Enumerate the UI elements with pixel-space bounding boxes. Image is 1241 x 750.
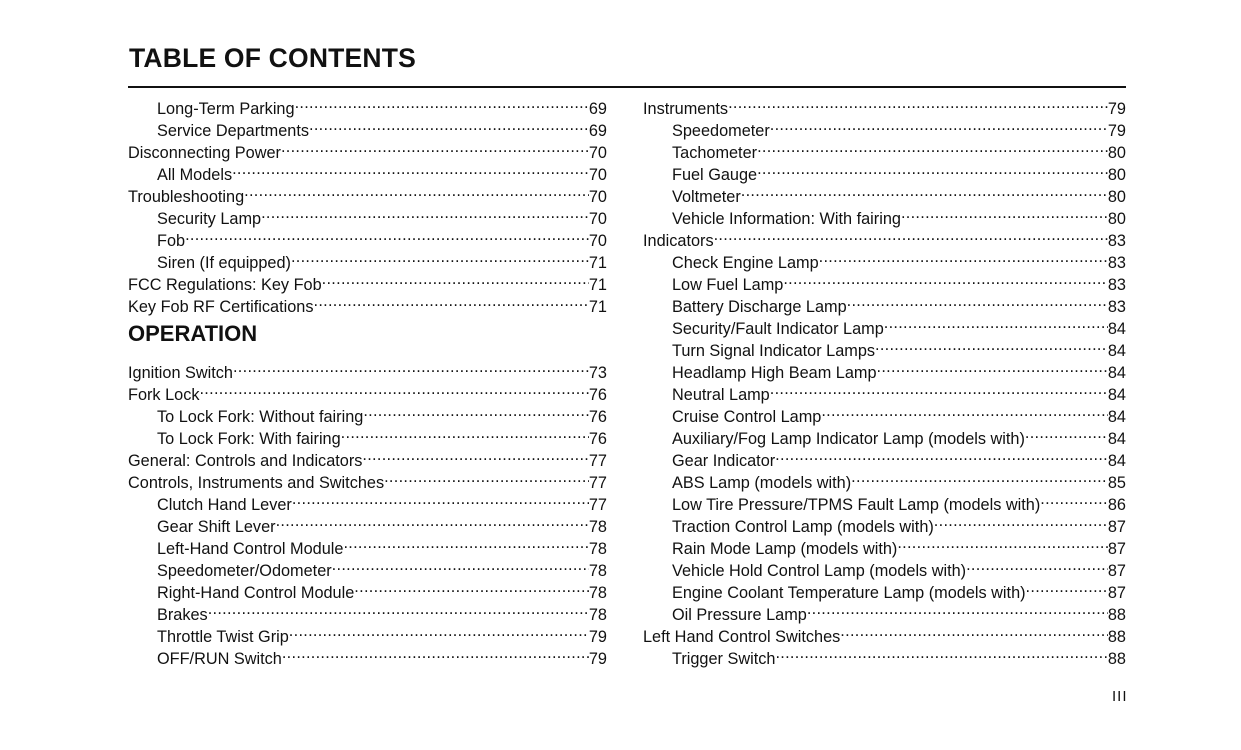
dot-leader [840,620,1108,642]
toc-entry-label: Auxiliary/Fog Lamp Indicator Lamp (models with) [672,430,1025,448]
toc-entry-page: 76 [588,430,607,448]
toc-entry[interactable] [128,246,607,272]
toc-entry-page: 84 [1107,364,1126,382]
toc-entry-page: 87 [1107,562,1126,580]
toc-entry-page: 78 [588,606,607,624]
toc-entry-page: 87 [1107,518,1126,536]
toc-entry-page: 70 [588,166,607,184]
toc-entry-label: Clutch Hand Lever [157,496,292,514]
toc-entry-page: 69 [588,100,607,118]
toc-entry-label: Speedometer [672,122,770,140]
dot-leader [807,598,1108,620]
toc-entry-page: 83 [1107,298,1126,316]
toc-list-right [643,92,1126,668]
toc-entry-page: 84 [1107,320,1126,338]
toc-entry-page: 78 [588,584,607,602]
page-title: TABLE OF CONTENTS [129,43,417,73]
dot-leader [966,554,1108,576]
toc-entry-label: Cruise Control Lamp [672,408,822,426]
dot-leader [770,378,1108,400]
dot-leader [199,378,588,400]
page-number: III [1112,688,1128,705]
toc-entry[interactable] [128,224,607,250]
toc-entry-page: 84 [1107,386,1126,404]
toc-entry-label: Left Hand Control Switches [643,628,841,646]
dot-leader [232,158,589,180]
toc-entry-page: 84 [1107,408,1126,426]
toc-entry-label: Vehicle Hold Control Lamp (models with) [672,562,967,580]
dot-leader [714,224,1108,246]
dot-leader [354,576,589,598]
toc-entry-page: 85 [1107,474,1126,492]
toc-entry-page: 83 [1107,254,1126,272]
dot-leader [1040,488,1108,510]
toc-entry-page: 73 [588,364,607,382]
dot-leader [289,620,589,642]
toc-entry-page: 80 [1107,144,1126,162]
toc-entry-label: All Models [157,166,233,184]
toc-entry-label: Oil Pressure Lamp [672,606,807,624]
toc-entry-label: Headlamp High Beam Lamp [672,364,877,382]
toc-entry[interactable] [128,92,607,118]
toc-entry-label: Indicators [643,232,714,250]
title-rule [128,86,1126,88]
toc-entry-page: 69 [588,122,607,140]
section-heading-operation: OPERATION [128,321,258,346]
dot-leader [757,158,1108,180]
dot-leader [821,400,1108,422]
toc-entry-label: Ignition Switch [128,364,233,382]
toc-entry-label: Fork Lock [128,386,200,404]
toc-entry-page: 86 [1107,496,1126,514]
toc-entry-label: Long-Term Parking [157,100,295,118]
toc-entry-page: 77 [588,452,607,470]
toc-entry-page: 77 [588,496,607,514]
toc-entry-page: 87 [1107,540,1126,558]
toc-entry-label: Neutral Lamp [672,386,770,404]
toc-entry-page: 79 [1107,122,1126,140]
dot-leader [770,114,1108,136]
toc-entry-label: Fob [157,232,186,250]
dot-leader [185,224,589,246]
toc-list-operation [128,356,607,668]
dot-leader [314,290,589,312]
toc-entry-label: Battery Discharge Lamp [672,298,847,316]
dot-leader [775,444,1108,466]
dot-leader [276,510,589,532]
toc-entry-label: Trigger Switch [672,650,776,668]
toc-entry-label: Low Fuel Lamp [672,276,784,294]
toc-entry-page: 87 [1107,584,1126,602]
toc-entry[interactable] [128,356,607,382]
toc-entry-label: Check Engine Lamp [672,254,819,272]
toc-entry-label: Vehicle Information: With fairing [672,210,901,228]
dot-leader [261,202,589,224]
toc-entry[interactable] [128,378,607,404]
toc-entry-label: Instruments [643,100,729,118]
dot-leader [362,444,588,466]
dot-leader [847,290,1108,312]
toc-entry-label: Turn Signal Indicator Lamps [672,342,876,360]
toc-entry-page: 78 [588,518,607,536]
toc-entry-page: 78 [588,562,607,580]
toc-entry-page: 88 [1107,650,1126,668]
toc-entry-page: 79 [588,650,607,668]
toc-entry-label: Gear Shift Lever [157,518,276,536]
toc-entry-page: 78 [588,540,607,558]
dot-leader [208,598,589,620]
toc-entry-label: Siren (If equipped) [157,254,291,272]
dot-leader [291,246,589,268]
dot-leader [1026,576,1108,598]
dot-leader [783,268,1108,290]
toc-right-column [643,92,1126,668]
toc-entry-page: 76 [588,386,607,404]
toc-entry-label: Rain Mode Lamp (models with) [672,540,898,558]
dot-leader [332,554,589,576]
dot-leader [281,136,589,158]
dot-leader [728,92,1108,114]
toc-entry-page: 70 [588,188,607,206]
toc-entry-label: To Lock Fork: With fairing [157,430,341,448]
toc-entry-label: Security Lamp [157,210,262,228]
toc-entry[interactable] [643,246,1126,272]
dot-leader [295,92,589,114]
toc-entry-page: 71 [588,254,607,272]
toc-entry-label: Throttle Twist Grip [157,628,289,646]
dot-leader [282,642,589,664]
toc-entry-page: 80 [1107,166,1126,184]
toc-entry-page: 83 [1107,232,1126,250]
toc-entry-page: 70 [588,144,607,162]
toc-entry-label: Service Departments [157,122,310,140]
toc-entry[interactable] [643,224,1126,250]
dot-leader [292,488,589,510]
toc-entry-label: Disconnecting Power [128,144,281,162]
dot-leader [877,356,1108,378]
toc-entry-label: General: Controls and Indicators [128,452,363,470]
dot-leader [1025,422,1108,444]
toc-entry-page: 79 [1107,100,1126,118]
toc-entry-page: 88 [1107,628,1126,646]
dot-leader [775,642,1107,664]
toc-entry-label: To Lock Fork: Without fairing [157,408,364,426]
dot-leader [934,510,1108,532]
toc-entry-page: 79 [588,628,607,646]
toc-entry[interactable] [128,400,607,426]
dot-leader [309,114,589,136]
toc-list-top [128,92,607,316]
toc-entry-label: Engine Coolant Temperature Lamp (models with) [672,584,1026,602]
toc-entry-label: OFF/RUN Switch [157,650,282,668]
toc-left-column [128,92,607,668]
toc-entry-label: FCC Regulations: Key Fob [128,276,322,294]
dot-leader [884,312,1108,334]
toc-entry-label: Controls, Instruments and Switches [128,474,385,492]
dot-leader [851,466,1108,488]
dot-leader [341,422,589,444]
toc-entry-label: Security/Fault Indicator Lamp [672,320,884,338]
toc-entry-label: Tachometer [672,144,758,162]
dot-leader [757,136,1108,158]
dot-leader [741,180,1108,202]
dot-leader [233,356,589,378]
dot-leader [384,466,589,488]
dot-leader [244,180,589,202]
dot-leader [897,532,1108,554]
toc-entry-page: 77 [588,474,607,492]
toc-entry-page: 83 [1107,276,1126,294]
toc-entry-label: Gear Indicator [672,452,776,470]
toc-entry-label: Troubleshooting [128,188,245,206]
toc-entry-label: Fuel Gauge [672,166,758,184]
toc-entry-label: ABS Lamp (models with) [672,474,852,492]
toc-entry-page: 88 [1107,606,1126,624]
dot-leader [322,268,589,290]
toc-entry-label: Speedometer/Odometer [157,562,332,580]
toc-entry-label: Traction Control Lamp (models with) [672,518,934,536]
toc-entry-label: Low Tire Pressure/TPMS Fault Lamp (models with) [672,496,1041,514]
dot-leader [363,400,589,422]
toc-entry-page: 84 [1107,452,1126,470]
toc-entry[interactable] [643,92,1126,118]
toc-entry-page: 70 [588,232,607,250]
toc-entry-label: Right-Hand Control Module [157,584,355,602]
toc-entry-page: 84 [1107,342,1126,360]
toc-entry-page: 71 [588,276,607,294]
toc-entry-page: 76 [588,408,607,426]
toc-entry-label: Left-Hand Control Module [157,540,344,558]
toc-entry-page: 71 [588,298,607,316]
toc-entry-page: 80 [1107,188,1126,206]
dot-leader [343,532,588,554]
toc-entry-label: Voltmeter [672,188,741,206]
dot-leader [819,246,1108,268]
toc-entry-label: Key Fob RF Certifications [128,298,314,316]
toc-entry-page: 70 [588,210,607,228]
dot-leader [875,334,1108,356]
toc-entry-page: 84 [1107,430,1126,448]
toc-entry-page: 80 [1107,210,1126,228]
dot-leader [901,202,1108,224]
toc-entry-label: Brakes [157,606,208,624]
